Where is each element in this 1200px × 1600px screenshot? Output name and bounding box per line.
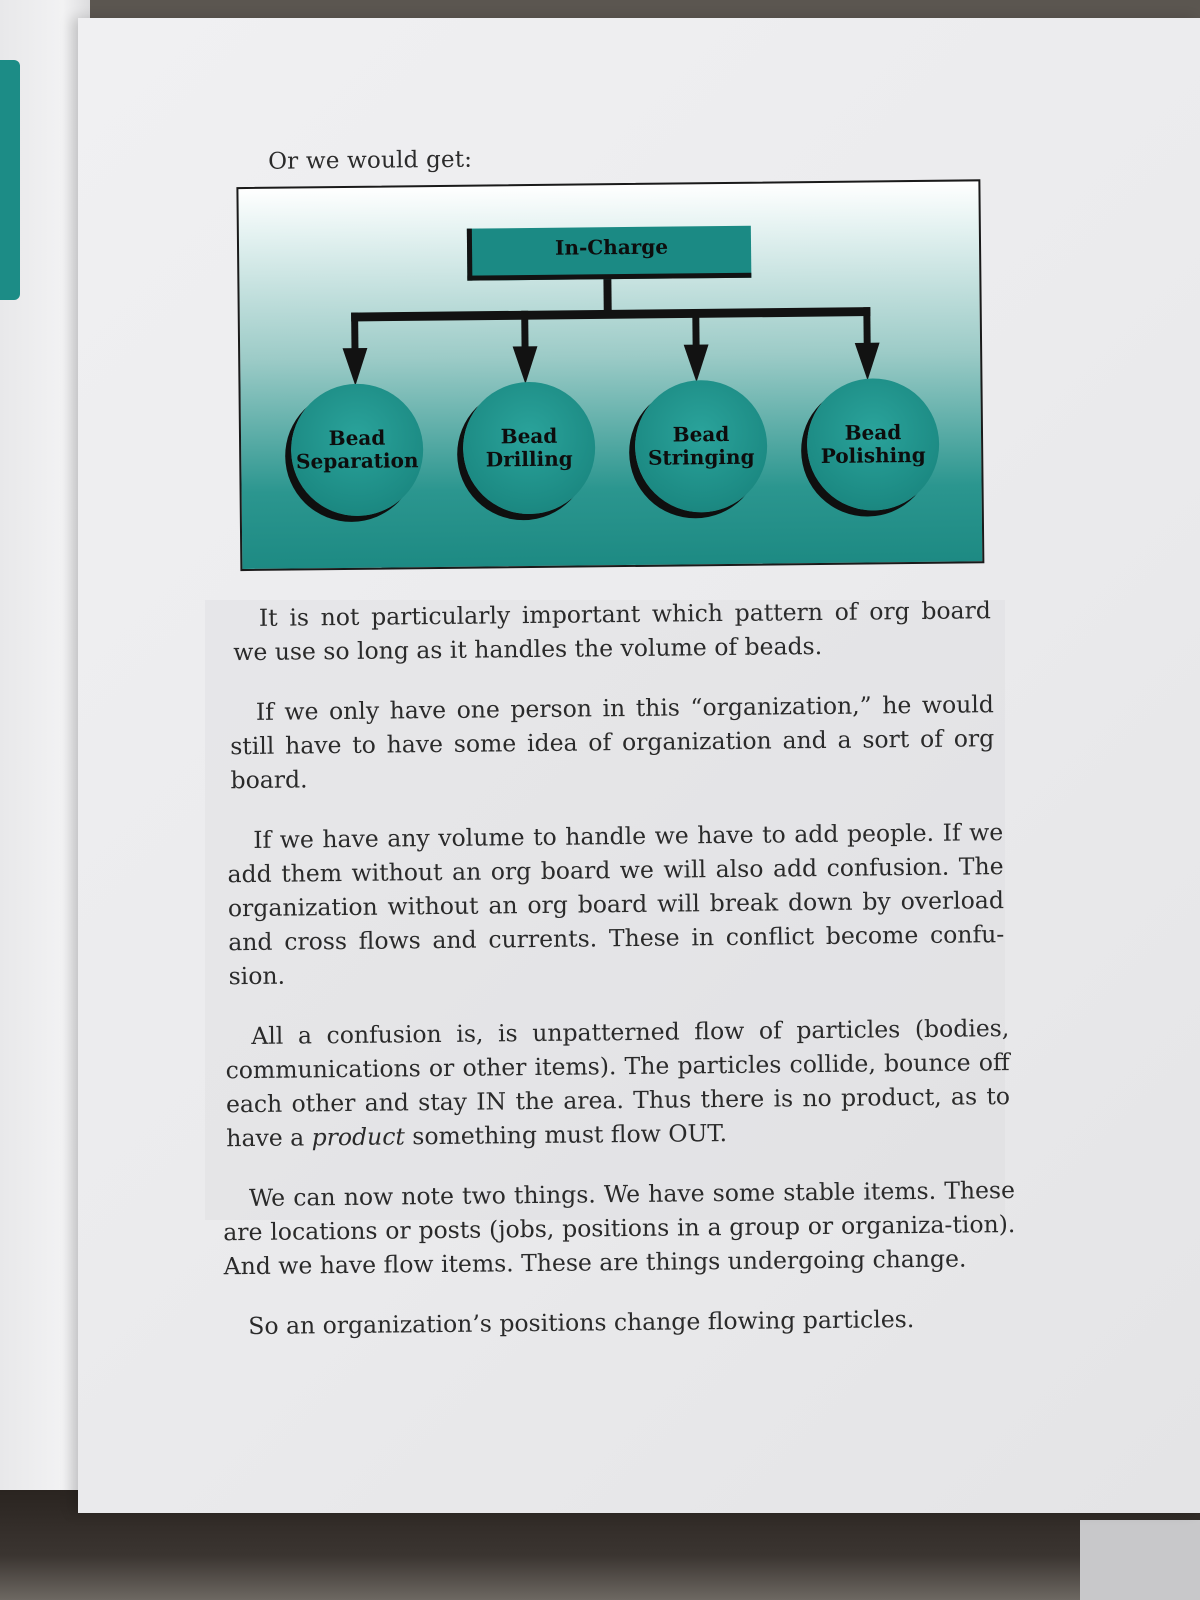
paper-corner [1080,1520,1200,1600]
in-charge-label: In-Charge [554,234,669,260]
org-board-diagram [236,179,984,571]
circle-bead-drilling [462,381,595,514]
intro-text: Or we would get: [267,146,473,175]
connector-drop-3 [692,309,699,349]
connector-drop-2 [521,311,528,351]
book-cover-edge [0,60,20,300]
page-content [150,141,1042,1344]
background-top [78,0,1200,18]
circle-bead-polishing [806,378,939,511]
connector-drop-4 [863,307,870,347]
circle-bead-separation [290,383,423,516]
circle-label-line1: Bead [672,421,730,447]
arrowhead-1 [343,348,368,386]
paragraph-6: So an organization’s positions change flowing particles. [248,1305,915,1341]
circle-label-line2: Stringing [647,444,755,470]
circle-label-line2: Drilling [485,446,573,472]
circle-label-line1: Bead [844,420,902,445]
circle-bead-stringing [634,380,767,513]
arrowhead-2 [513,346,538,384]
arrowhead-3 [684,344,709,382]
arrowhead-4 [855,343,880,381]
paragraph-2: If we only have one person in this “organization,” he would still have to have some idea of organization and a sort of org board. [230,690,995,795]
paragraph-4 [225,1011,1010,1155]
circle-label-line2: Separation [295,448,419,474]
circle-label-line2: Polishing [820,442,926,468]
paragraph-4-emphasis: product [311,1122,405,1152]
circle-label-line1: Bead [328,425,386,451]
circle-label-line1: Bead [500,423,558,449]
paragraph-4-text-b: something must flow OUT. [404,1119,728,1151]
paragraph-3: If we have any volume to handle we have to add people. If we add them without an org board we will also add confusion. The organization without an org board will break down by overload and cross flows and currents. These in conflict become confu-sion. [227,818,1005,991]
paragraph-4-text-a: All a confusion is, is unpatterned flow of particles (bodies, communications or other items). The particles collide, bounce off each other and stay IN the area. Thus there is no product, as to have a [225,1014,1011,1153]
paragraph-5: We can now note two things. We have some stable items. These are locations or posts (jobs, positions in a group or organiza-tion). And we have flow items. These are things undergoing change. [223,1176,1016,1281]
previous-page-edge [0,0,90,1510]
in-charge-box [467,226,752,281]
paragraph-1: It is not particularly important which pattern of org board we use so long as it handles the volume of beads. [233,596,992,667]
connector-drop-1 [351,313,358,353]
